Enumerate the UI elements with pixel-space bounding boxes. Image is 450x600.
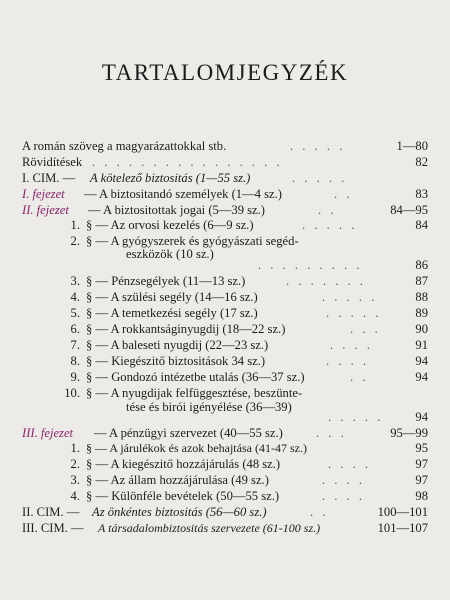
- toc-entry: [0, 290, 450, 306]
- toc-page-number: 87: [415, 274, 428, 289]
- toc-entry: [0, 521, 450, 537]
- toc-entry: [0, 322, 450, 338]
- toc-page-number: 97: [415, 473, 428, 488]
- toc-entry: [0, 171, 450, 187]
- toc-page-number: 86: [415, 258, 428, 273]
- toc-entry: [0, 426, 450, 442]
- toc-entry-number: 8.: [70, 353, 80, 368]
- toc-entry: [0, 306, 450, 322]
- toc-page-number: 94: [415, 369, 428, 384]
- toc-page-number: 89: [415, 306, 428, 321]
- toc-entry: [0, 386, 450, 426]
- toc-page-number: 88: [415, 290, 428, 305]
- toc-entry: [0, 338, 450, 354]
- toc-entry-text-line2: tése és birói igényélése (36—39): [126, 399, 292, 414]
- toc-entry-number: 3.: [70, 473, 80, 488]
- toc-entry-prefix: I. CIM. —: [22, 170, 76, 185]
- toc-entry: [0, 457, 450, 473]
- toc-page-number: 94: [415, 409, 428, 424]
- toc-entry-prefix: III. CIM. —: [22, 520, 84, 535]
- toc-entry-number: 9.: [70, 369, 80, 384]
- toc-entry: [0, 441, 450, 457]
- toc-leader-dots: . . . . .: [290, 139, 346, 153]
- toc-entry-prefix: I. fejezet: [22, 186, 65, 201]
- toc-leader-dots: . . .: [316, 425, 347, 440]
- toc-entry-number: 10.: [64, 385, 80, 400]
- toc-entry-prefix: II. CIM. —: [22, 505, 80, 520]
- toc-page-number: 1—80: [396, 139, 428, 153]
- toc-entry-text: Rövidítések: [22, 154, 83, 169]
- toc-entry-prefix: III. fejezet: [22, 425, 74, 440]
- toc-page-number: 94: [415, 353, 428, 368]
- toc-page-number: 84: [415, 218, 428, 233]
- toc-entry-text: § — A járulékok és azok behajtása (41-47 sz.): [86, 441, 307, 456]
- toc-entry-text: — A pénzügyi szervezet (40—55 sz.): [94, 425, 283, 440]
- toc-entry-text: § — A gyógyszerek és gyógyászati segéd-: [86, 234, 299, 249]
- toc-entry-text: § — Gondozó intézetbe utalás (36—37 sz.): [86, 369, 305, 384]
- toc-leader-dots: . . . .: [322, 473, 366, 488]
- toc-page-number: 100—101: [377, 505, 428, 520]
- toc-entry-text: — A biztositottak jogai (5—39 sz.): [88, 202, 265, 217]
- toc-leader-dots: . .: [310, 505, 329, 520]
- toc-entry: [0, 187, 450, 203]
- toc-entry-text: A román szöveg a magyarázattokkal stb.: [22, 139, 227, 153]
- toc-page-number: 101—107: [377, 520, 428, 535]
- toc-entry: [0, 473, 450, 489]
- toc-leader-dots: . .: [350, 369, 369, 384]
- toc-entry: [0, 139, 450, 155]
- toc-leader-dots: . . . .: [330, 337, 374, 352]
- toc-page-number: 83: [415, 186, 428, 201]
- toc-leader-dots: . . . .: [322, 489, 366, 504]
- toc-entry-number: 2.: [70, 457, 80, 472]
- toc-entry-text: A kötelező biztositás (1—55 sz.): [90, 170, 251, 185]
- toc-entry-text: § — A rokkantságinyugdij (18—22 sz.): [86, 322, 286, 337]
- toc-entry: [0, 155, 450, 171]
- toc-leader-dots: . . . . . . . . .: [258, 258, 363, 273]
- toc-entry-number: 5.: [70, 306, 80, 321]
- table-of-contents: [0, 139, 450, 537]
- toc-entry-number: 6.: [70, 322, 80, 337]
- toc-page-number: 95—99: [390, 425, 428, 440]
- toc-leader-dots: . . . .: [326, 353, 370, 368]
- toc-entry-number: 1.: [70, 441, 80, 456]
- toc-leader-dots: . .: [318, 202, 337, 217]
- toc-page-number: 97: [415, 457, 428, 472]
- toc-page-number: 91: [415, 337, 428, 352]
- toc-entry-text: § — A nyugdijak felfüggesztése, beszünte-: [86, 385, 303, 400]
- toc-entry-text: § — A baleseti nyugdij (22—23 sz.): [86, 337, 269, 352]
- toc-page-number: 98: [415, 489, 428, 504]
- toc-entry-text: § — A temetkezési segély (17 sz.): [86, 306, 258, 321]
- toc-entry: [0, 489, 450, 505]
- toc-entry-text: § — Kiegészitő biztositások 34 sz.): [86, 353, 266, 368]
- toc-leader-dots: . . . . . . .: [286, 274, 366, 289]
- toc-entry-text: Az önkéntes biztositás (56—60 sz.): [92, 505, 267, 520]
- toc-entry: [0, 234, 450, 274]
- toc-page-number: 95: [415, 441, 428, 456]
- toc-entry-number: 1.: [70, 218, 80, 233]
- toc-entry-text: § — A szülési segély (14—16 sz.): [86, 290, 258, 305]
- toc-entry: [0, 274, 450, 290]
- toc-entry-number: 4.: [70, 489, 80, 504]
- toc-page-number: 90: [415, 322, 428, 337]
- toc-entry: [0, 505, 450, 521]
- toc-entry-prefix: II. fejezet: [22, 202, 69, 217]
- toc-leader-dots: . . . . .: [328, 409, 384, 424]
- toc-entry-text: — A biztositandó személyek (1—4 sz.): [84, 186, 282, 201]
- toc-leader-dots: . . . . .: [292, 170, 348, 185]
- toc-entry-number: 4.: [70, 290, 80, 305]
- toc-entry-text: § — Az állam hozzájárulása (49 sz.): [86, 473, 269, 488]
- toc-entry: [0, 370, 450, 386]
- toc-leader-dots: . . . . . . . . . . . . . . . .: [92, 154, 283, 169]
- toc-leader-dots: . . . . .: [326, 306, 382, 321]
- toc-entry: [0, 218, 450, 234]
- toc-entry-text: A társadalombiztositás szervezete (61-100 sz.): [98, 520, 321, 535]
- toc-entry-text: § — Az orvosi kezelés (6—9 sz.): [86, 218, 254, 233]
- toc-entry-text-line2: eszközök (10 sz.): [126, 247, 214, 262]
- toc-entry-number: 3.: [70, 274, 80, 289]
- toc-entry-text: § — Pénzsegélyek (11—13 sz.): [86, 274, 246, 289]
- toc-leader-dots: . . . . .: [302, 218, 358, 233]
- toc-leader-dots: . . . . .: [322, 290, 378, 305]
- toc-entry: [0, 203, 450, 219]
- toc-page-number: 84—95: [390, 202, 428, 217]
- page-title: TARTALOMJEGYZÉK: [101, 60, 349, 85]
- toc-leader-dots: . . . .: [328, 457, 372, 472]
- toc-entry-number: 2.: [70, 234, 80, 249]
- toc-leader-dots: . . .: [350, 322, 381, 337]
- toc-entry-text: § — Különféle bevételek (50—55 sz.): [86, 489, 280, 504]
- toc-leader-dots: . .: [334, 186, 353, 201]
- toc-page-number: 82: [415, 154, 428, 169]
- toc-entry-number: 7.: [70, 337, 80, 352]
- toc-entry-text: § — A kiegészitő hozzájárulás (48 sz.): [86, 457, 281, 472]
- toc-entry: [0, 354, 450, 370]
